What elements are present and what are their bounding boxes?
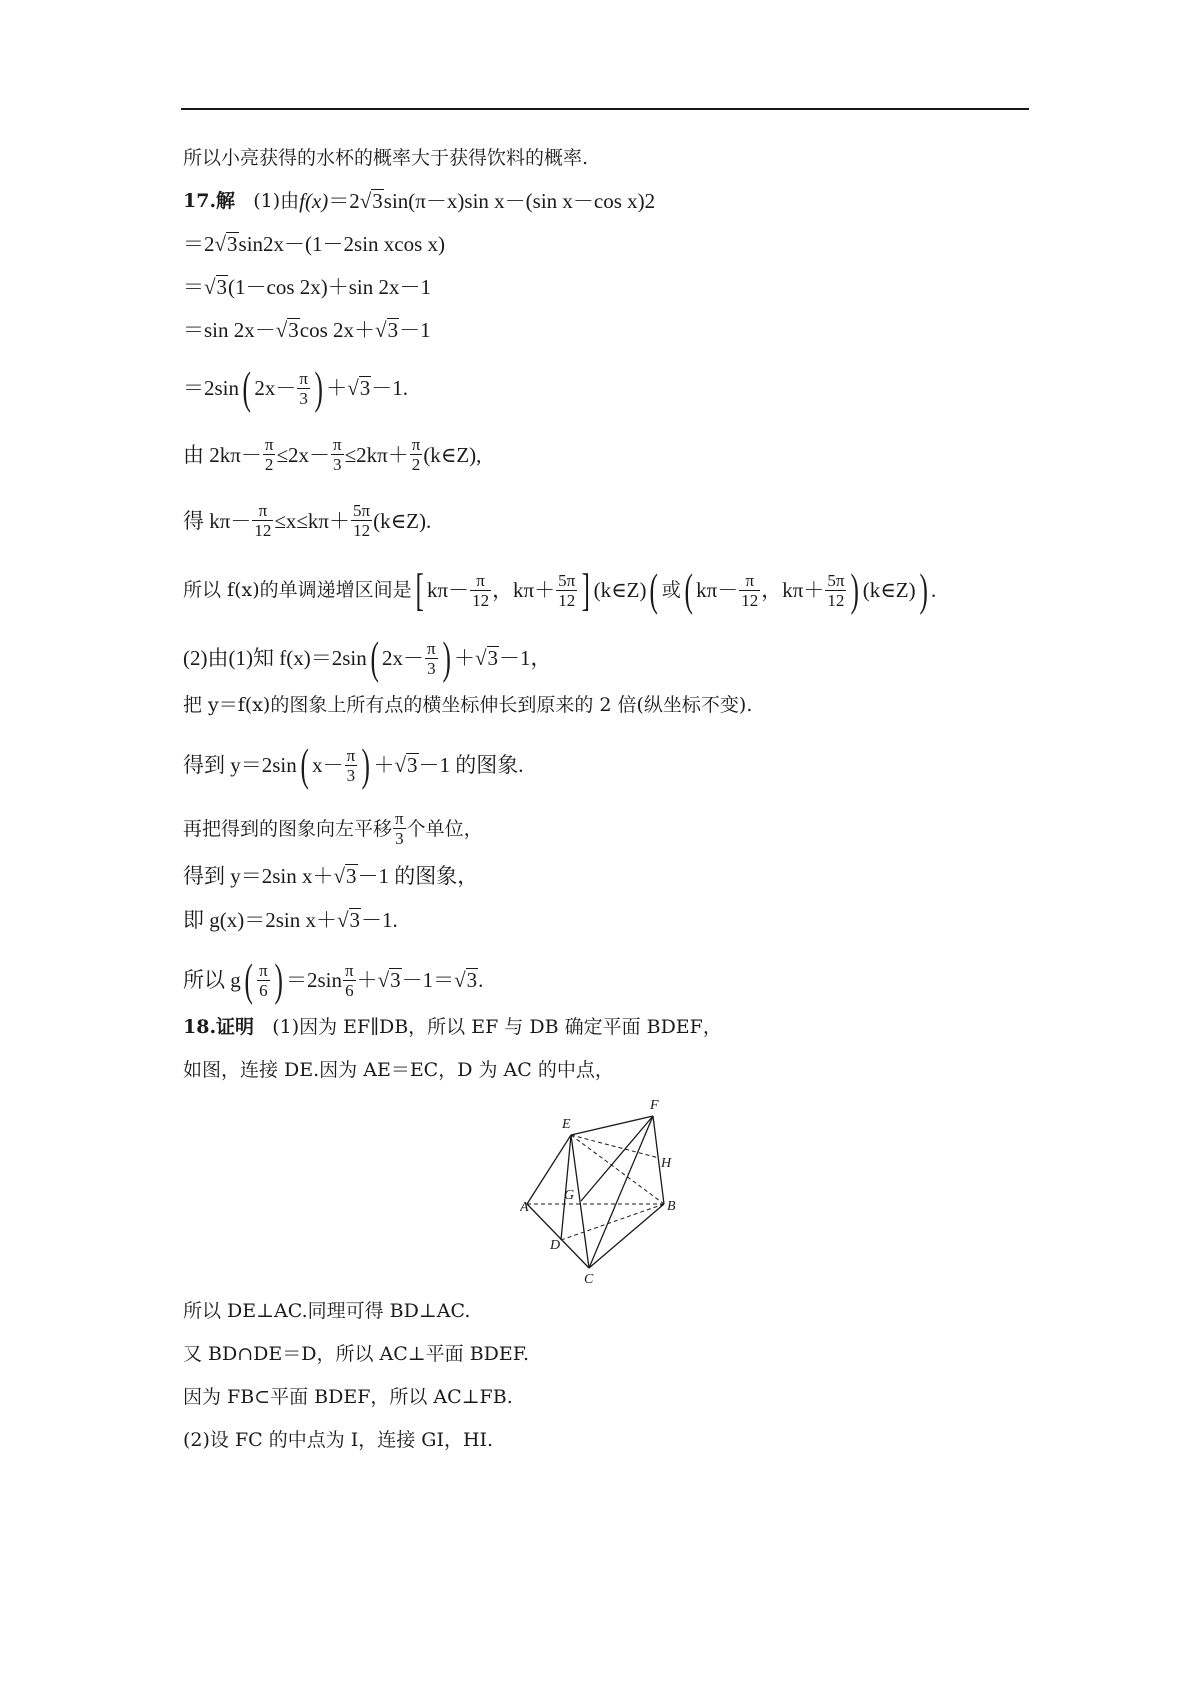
equation-line: ＝ √ 3 (1－cos 2x)＋sin 2x－1 <box>183 275 432 299</box>
label-B: B <box>667 1199 676 1214</box>
text-line: 把 y＝f(x)的图象上所有点的横坐标伸长到原来的 2 倍(纵坐标不变). <box>183 694 753 716</box>
sqrt: √ 3 <box>359 189 383 213</box>
label-E: E <box>562 1117 571 1132</box>
text-line: 所以小亮获得的水杯的概率大于获得饮料的概率. <box>183 147 589 169</box>
interval-line: 所以 f(x)的单调递增区间是 [ kπ－ $\frac{\pi}{12}$ ，kπ＋ $\frac{5\pi}{12}$ ] (k∈Z) ( 或 ( kπ－ $\frac{\pi}{12}$ ，kπ＋ $\frac{5\pi}{12}$ ) (k∈Z) ) . <box>183 564 937 615</box>
label-A: A <box>520 1200 529 1215</box>
text-line: 因为 FB⊂平面 BDEF，所以 AC⊥FB. <box>183 1386 513 1408</box>
geometry-figure <box>520 1095 680 1285</box>
problem-17-line: 17.解 (1)由 f(x) ＝2 √ 3 sin(π－x)sin x－(sin x－cos x) 2 <box>183 189 656 213</box>
equation-line: (2)由(1)知 f(x)＝2sin ( 2x－ $\frac{\pi}{3}$ ) ＋ √ 3 －1， <box>183 632 552 683</box>
label-C: C <box>584 1272 594 1285</box>
equation-line: 即 g(x)＝2sin x＋ √ 3 －1. <box>183 908 398 932</box>
equation-line: ＝2 √ 3 sin 2 x－(1－2sin xcos x) <box>183 232 446 256</box>
equation-line: ＝2sin ( 2x－ $\frac{\pi}{3}$ ) ＋ √ 3 －1. <box>183 362 409 413</box>
inequality-line: 由 2kπ－ $\frac{\pi}{2}$ ≤2x－ $\frac{\pi}{3}$ ≤2kπ＋ $\frac{\pi}{2}$ (k∈Z), <box>183 435 482 474</box>
label-F: F <box>650 1098 659 1113</box>
label-D: D <box>550 1238 561 1253</box>
text-line: 如图，连接 DE.因为 AE＝EC，D 为 AC 的中点， <box>183 1059 614 1081</box>
label-H: H <box>661 1156 672 1171</box>
equation-line: 得到 y＝2sin x＋ √ 3 －1 的图象， <box>183 864 479 888</box>
text-line: (2)设 FC 的中点为 I，连接 GI，HI. <box>183 1429 494 1451</box>
text-line: 又 BD∩DE＝D，所以 AC⊥平面 BDEF. <box>183 1343 530 1365</box>
inequality-line: 得 kπ－ $\frac{\pi}{12}$ ≤x≤kπ＋ $\frac{5\pi}{12}$ (k∈Z). <box>183 501 432 540</box>
problem-18-line: 18.证明 (1)因为 EF∥DB，所以 EF 与 DB 确定平面 BDEF， <box>183 1016 722 1038</box>
equation-line: 所以 g ( $\frac{\pi}{6}$ ) ＝2sin $\frac{\pi}{6}$ ＋ √ 3 －1＝ √ 3 . <box>183 954 484 1005</box>
equation-line: ＝sin 2x－ √ 3 cos 2x＋ √ 3 －1 <box>183 318 431 342</box>
label-G: G <box>564 1188 575 1203</box>
equation-line: 得到 y＝2sin ( x－ $\frac{\pi}{3}$ ) ＋ √ 3 －1 的图象. <box>183 739 524 790</box>
header-rule <box>181 108 1029 110</box>
text-line: 所以 DE⊥AC.同理可得 BD⊥AC. <box>183 1300 471 1322</box>
text-line: 再把得到的图象向左平移 $\frac{\pi}{3}$ 个单位， <box>183 809 483 848</box>
